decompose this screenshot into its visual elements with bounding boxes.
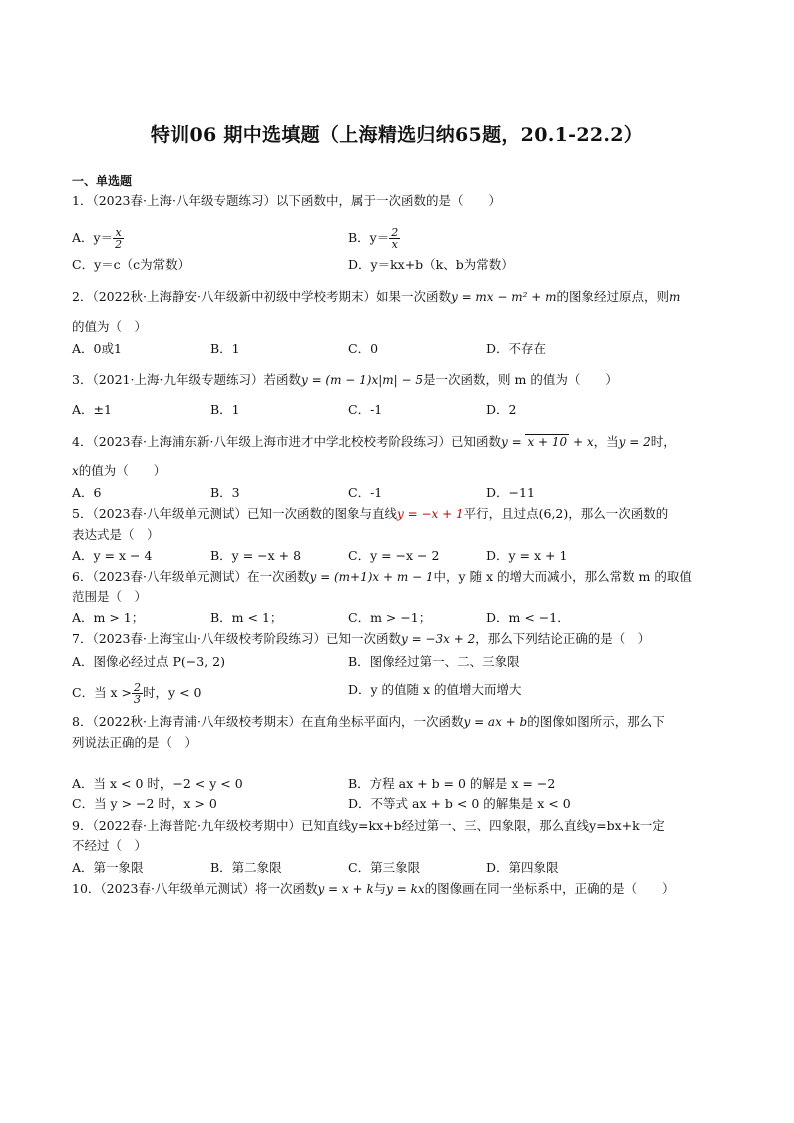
q2-option-c: C．0 [348,341,379,356]
question-10-stem: 10．（2023春·八年级单元测试）将一次函数y = x + k与y = kx的图像画在同一坐标系中，正确的是（ ） [72,881,675,896]
question-9-stem: 9．（2022春·上海普陀·九年级校考期中）已知直线y=kx+b经过第一、三、四象限，那么直线y=bx+k一定 [72,818,665,833]
q1-option-d: D．y＝kx+b（k、b为常数） [348,257,514,272]
q1-option-a: A．y＝ $\frac{x}{2}$ [72,226,123,251]
question-9-stem-cont: 不经过（ ） [72,838,148,853]
q8-option-d: D．不等式 ax + b < 0 的解集是 x < 0 [348,796,571,811]
q3-option-a: A．±1 [72,402,112,417]
q6-option-a: A．m > 1； [72,610,145,625]
q2-option-d: D．不存在 [486,341,547,356]
q2-option-b: B．1 [210,341,240,356]
question-2-stem: 2．（2022秋·上海静安·八年级新中初级中学校考期末）如果一次函数y = mx − m² + m的图象经过原点，则m [72,289,681,304]
q2-option-a: A．0或1 [72,341,122,356]
question-8-stem: 8．（2022秋·上海青浦·八年级校考期末）在直角坐标平面内，一次函数y = ax + b的图像如图所示，那么下 [72,714,665,729]
q8-option-b: B．方程 ax + b = 0 的解是 x = −2 [348,776,556,791]
q3-option-b: B．1 [210,402,240,417]
question-6-stem-cont: 范围是（ ） [72,589,148,604]
q1-option-c: C．y＝c（c为常数） [72,257,191,272]
question-1-stem: 1．（2023春·上海·八年级专题练习）以下函数中，属于一次函数的是（ ） [72,193,501,208]
q7-option-c: C．当 x > $\frac{2}{3}$ 时，y < 0 [72,681,202,706]
question-8-stem-cont: 列说法正确的是（ ） [72,735,198,750]
q5-option-a: A．y = x − 4 [72,548,153,563]
q9-option-a: A．第一象限 [72,860,144,875]
q4-option-d: D．−11 [486,485,535,500]
q6-option-c: C．m > −1； [348,610,432,625]
question-4-stem: 4．（2023春·上海浦东新·八年级上海市进才中学北校校考阶段练习）已知函数y = x + 10 + x，当y = 2时， [72,434,676,449]
question-6-stem: 6．（2023春·八年级单元测试）在一次函数y = (m+1)x + m − 1中，y 随 x 的增大而减小，那么常数 m 的取值 [72,569,692,584]
question-5-stem-cont: 表达式是（ ） [72,527,160,542]
q8-option-a: A．当 x < 0 时，−2 < y < 0 [72,776,243,791]
q8-option-c: C．当 y > −2 时，x > 0 [72,796,217,811]
q5-option-c: C．y = −x − 2 [348,548,440,563]
q4-option-a: A．6 [72,485,102,500]
question-5-stem: 5．（2023春·八年级单元测试）已知一次函数的图象与直线y = −x + 1平行，且过点(6,2)，那么一次函数的 [72,506,669,521]
question-4-stem-cont: x的值为（ ） [72,463,167,478]
question-2-stem-cont: 的值为（ ） [72,319,148,334]
q6-option-d: D．m < −1． [486,610,570,625]
q9-option-c: C．第三象限 [348,860,421,875]
q9-option-d: D．第四象限 [486,860,559,875]
q1-option-b: B．y＝ $\frac{2}{x}$ [348,226,399,251]
question-3-stem: 3．（2021·上海·九年级专题练习）若函数y = (m − 1)x|m| − 5是一次函数，则 m 的值为（ ） [72,372,618,387]
q5-option-d: D．y = x + 1 [486,548,568,563]
q7-option-d: D．y 的值随 x 的值增大而增大 [348,682,522,697]
question-7-stem: 7．（2023春·上海宝山·八年级校考阶段练习）已知一次函数y = −3x + 2，那么下列结论正确的是（ ） [72,631,651,646]
section-heading: 一、单选题 [72,174,133,188]
q4-option-b: B．3 [210,485,240,500]
q5-option-b: B．y = −x + 8 [210,548,302,563]
q4-option-c: C．-1 [348,485,383,500]
q7-option-b: B．图像经过第一、二、三象限 [348,654,520,669]
q3-option-d: D．2 [486,402,517,417]
q6-option-b: B．m < 1； [210,610,283,625]
q9-option-b: B．第二象限 [210,860,282,875]
q7-option-a: A．图像必经过点 P(−3, 2) [72,654,225,669]
page-title: 特训06 期中选填题（上海精选归纳65题，20.1-22.2） [150,124,644,146]
q3-option-c: C．-1 [348,402,383,417]
